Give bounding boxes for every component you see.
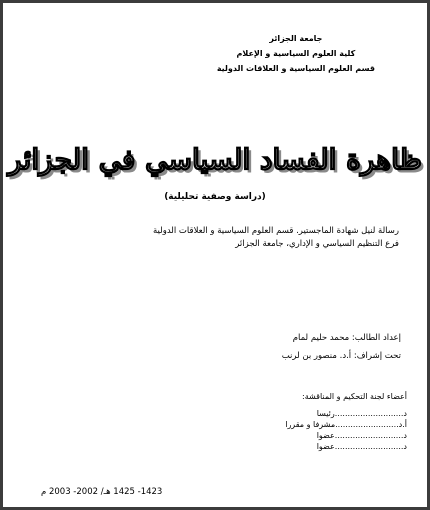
committee-heading: أعضاء لجنة التحكيم و المناقشة: (302, 392, 407, 401)
committee-block (217, 391, 407, 452)
document-subtitle: (دراسة وصفية تحليلية) (164, 192, 266, 202)
committee-member: د...........................رئيسا (316, 409, 407, 418)
committee-member: أ.د.........................مشرفا و مقررا (285, 420, 407, 429)
committee-member: د...........................عضوا (316, 442, 407, 451)
student-info (81, 329, 401, 365)
document-title: ظاهرة الفساد السياسي في الجزائر (8, 143, 422, 176)
thesis-line-2: فرع التنظيم السياسي و الإداري، جامعة الجزائر (235, 239, 399, 249)
academic-year: 1423- 1425 هـ/ 2002- 2003 م (41, 487, 163, 497)
thesis-description (153, 225, 399, 251)
department-name: قسم العلوم السياسية و العلاقات الدولية (216, 64, 375, 73)
prepared-by: إعداد الطالب: محمد حليم لمام (292, 333, 401, 343)
university-name: جامعة الجزائر (269, 34, 323, 43)
thesis-line-1: رسالة لنيل شهادة الماجستير. قسم العلوم السياسية و العلاقات الدولية (153, 226, 399, 236)
faculty-name: كلية العلوم السياسية و الإعلام (236, 49, 356, 58)
university-header (217, 31, 375, 76)
supervised-by: تحت إشراف: أ.د. منصور بن لرنب (281, 351, 401, 361)
document-page (3, 3, 427, 507)
committee-member: د...........................عضوا (316, 431, 407, 440)
